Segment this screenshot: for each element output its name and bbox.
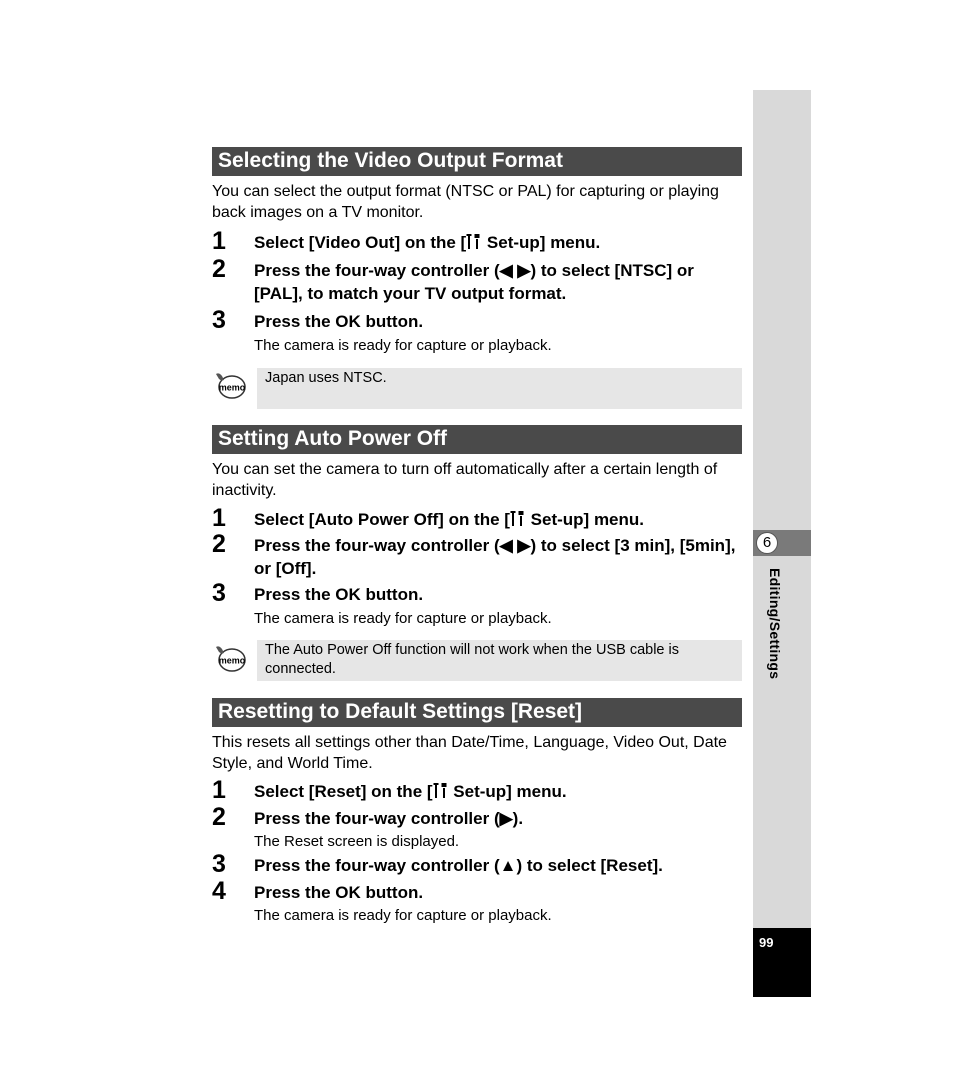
step-number: 4	[212, 877, 226, 905]
side-strip	[753, 90, 811, 928]
memo-icon	[213, 370, 247, 402]
step-number: 1	[212, 776, 226, 804]
step-number: 1	[212, 504, 226, 532]
step-number: 3	[212, 306, 226, 334]
svg-text:memo: memo	[218, 382, 246, 393]
step-text: Select [Video Out] on the [ Set-up] menu.	[254, 233, 601, 252]
step-note: The camera is ready for capture or playback.	[254, 907, 552, 924]
step-text: Press the OK button.	[254, 883, 424, 902]
step-text: Press the four-way controller (◀ ▶) to select [NTSC] or [PAL], to match your TV output format.	[254, 261, 694, 303]
step-number: 3	[212, 850, 226, 878]
step-text: Press the OK button.	[254, 585, 424, 604]
section-intro: This resets all settings other than Date/Time, Language, Video Out, Date Style, and World Time.	[212, 734, 727, 772]
svg-text:memo: memo	[218, 655, 246, 666]
step-note: The camera is ready for capture or playback.	[254, 337, 552, 354]
section-intro: You can select the output format (NTSC or PAL) for capturing or playing back images on a TV monitor.	[212, 183, 719, 221]
step-number: 2	[212, 803, 226, 831]
memo-box: Japan uses NTSC.	[257, 368, 742, 409]
chapter-name: Editing/Settings	[767, 568, 783, 680]
memo-box: The Auto Power Off function will not work when the USB cable is connected.	[257, 640, 742, 681]
step-text: Press the OK button.	[254, 312, 424, 331]
section-title-auto-power-off: Setting Auto Power Off	[212, 425, 742, 454]
step-note: The camera is ready for capture or playback.	[254, 610, 552, 627]
memo-icon	[213, 643, 247, 675]
section-title-reset: Resetting to Default Settings [Reset]	[212, 698, 742, 727]
step-text: Select [Auto Power Off] on the [ Set-up] menu.	[254, 510, 645, 529]
section-title-video-output: Selecting the Video Output Format	[212, 147, 742, 176]
step-number: 2	[212, 530, 226, 558]
step-number: 3	[212, 579, 226, 607]
setup-wrench-icon	[510, 510, 526, 527]
setup-wrench-icon	[433, 782, 449, 799]
step-note: The Reset screen is displayed.	[254, 833, 460, 850]
step-number: 2	[212, 255, 226, 283]
setup-wrench-icon	[466, 233, 482, 250]
section-intro: You can set the camera to turn off automatically after a certain length of inactivity.	[212, 461, 718, 499]
step-text: Select [Reset] on the [ Set-up] menu.	[254, 782, 567, 801]
page-number: 99	[759, 935, 774, 950]
step-text: Press the four-way controller (◀ ▶) to select [3 min], [5min], or [Off].	[254, 536, 736, 578]
step-number: 1	[212, 227, 226, 255]
step-text: Press the four-way controller (▲) to select [Reset].	[254, 856, 663, 875]
step-text: Press the four-way controller (▶).	[254, 809, 524, 828]
chapter-number: 6	[756, 532, 778, 554]
